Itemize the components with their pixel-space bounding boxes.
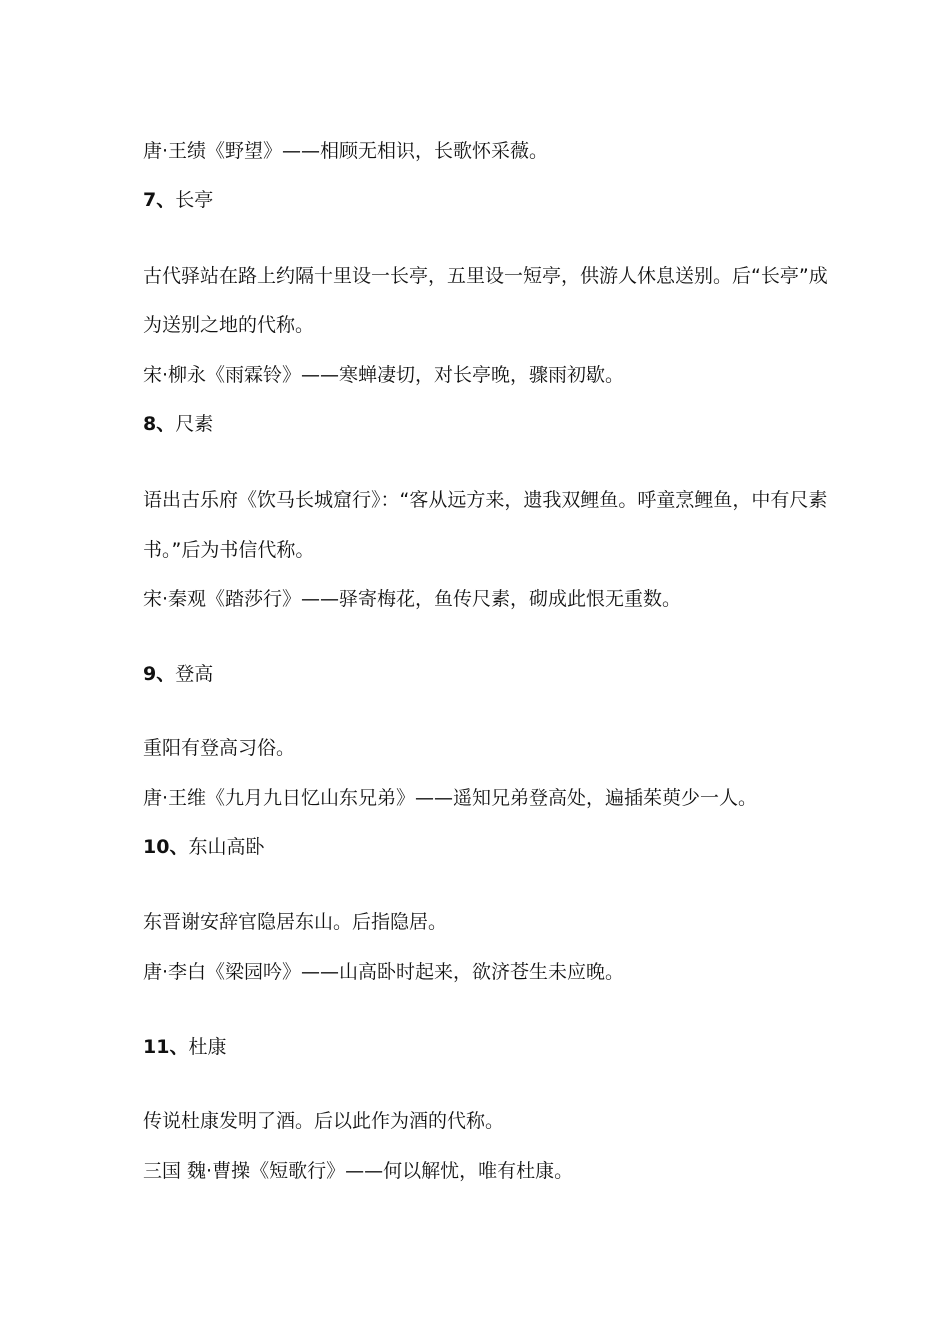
section-11-citation: 三国 魏·曹操《短歌行》——何以解忧，唯有杜康。 bbox=[143, 1160, 574, 1182]
section-8-desc-line-2: 书。”后为书信代称。 bbox=[143, 539, 315, 561]
section-heading-11 bbox=[143, 1035, 226, 1059]
section-title: 尺素 bbox=[175, 413, 214, 435]
section-heading-10 bbox=[143, 835, 264, 859]
section-title: 东山高卧 bbox=[188, 836, 265, 858]
section-7-desc-line-1: 古代驿站在路上约隔十里设一长亭，五里设一短亭，供游人休息送别。后“长亭”成 bbox=[143, 265, 828, 287]
section-number: 10、 bbox=[143, 836, 189, 858]
section-8-citation: 宋·秦观《踏莎行》——驿寄梅花，鱼传尺素，砌成此恨无重数。 bbox=[143, 588, 682, 610]
section-9-desc-line-1: 重阳有登高习俗。 bbox=[143, 737, 296, 759]
section-heading-7 bbox=[143, 188, 213, 212]
section-heading-9 bbox=[143, 662, 213, 686]
section-title: 长亭 bbox=[175, 189, 214, 211]
section-number: 11、 bbox=[143, 1036, 189, 1058]
section-10-citation: 唐·李白《梁园吟》——山高卧时起来，欲济苍生未应晚。 bbox=[143, 961, 625, 983]
section-10-desc-line-1: 东晋谢安辞官隐居东山。后指隐居。 bbox=[143, 911, 448, 933]
section-title: 登高 bbox=[175, 663, 214, 685]
section-11-desc-line-1: 传说杜康发明了酒。后以此作为酒的代称。 bbox=[143, 1110, 505, 1132]
section-number: 9、 bbox=[143, 663, 176, 685]
section-9-citation: 唐·王维《九月九日忆山东兄弟》——遥知兄弟登高处，遍插茱萸少一人。 bbox=[143, 787, 758, 809]
section-7-citation: 宋·柳永《雨霖铃》——寒蝉凄切，对长亭晚，骤雨初歇。 bbox=[143, 364, 625, 386]
section-7-desc-line-2: 为送别之地的代称。 bbox=[143, 314, 315, 336]
section-number: 7、 bbox=[143, 189, 176, 211]
section-8-desc-line-1: 语出古乐府《饮马长城窟行》：“客从远方来，遗我双鲤鱼。呼童烹鲤鱼，中有尺素 bbox=[143, 489, 828, 511]
intro-citation: 唐·王绩《野望》——相顾无相识，长歌怀采薇。 bbox=[143, 140, 549, 162]
section-heading-8 bbox=[143, 412, 213, 436]
section-title: 杜康 bbox=[188, 1036, 227, 1058]
section-number: 8、 bbox=[143, 413, 176, 435]
